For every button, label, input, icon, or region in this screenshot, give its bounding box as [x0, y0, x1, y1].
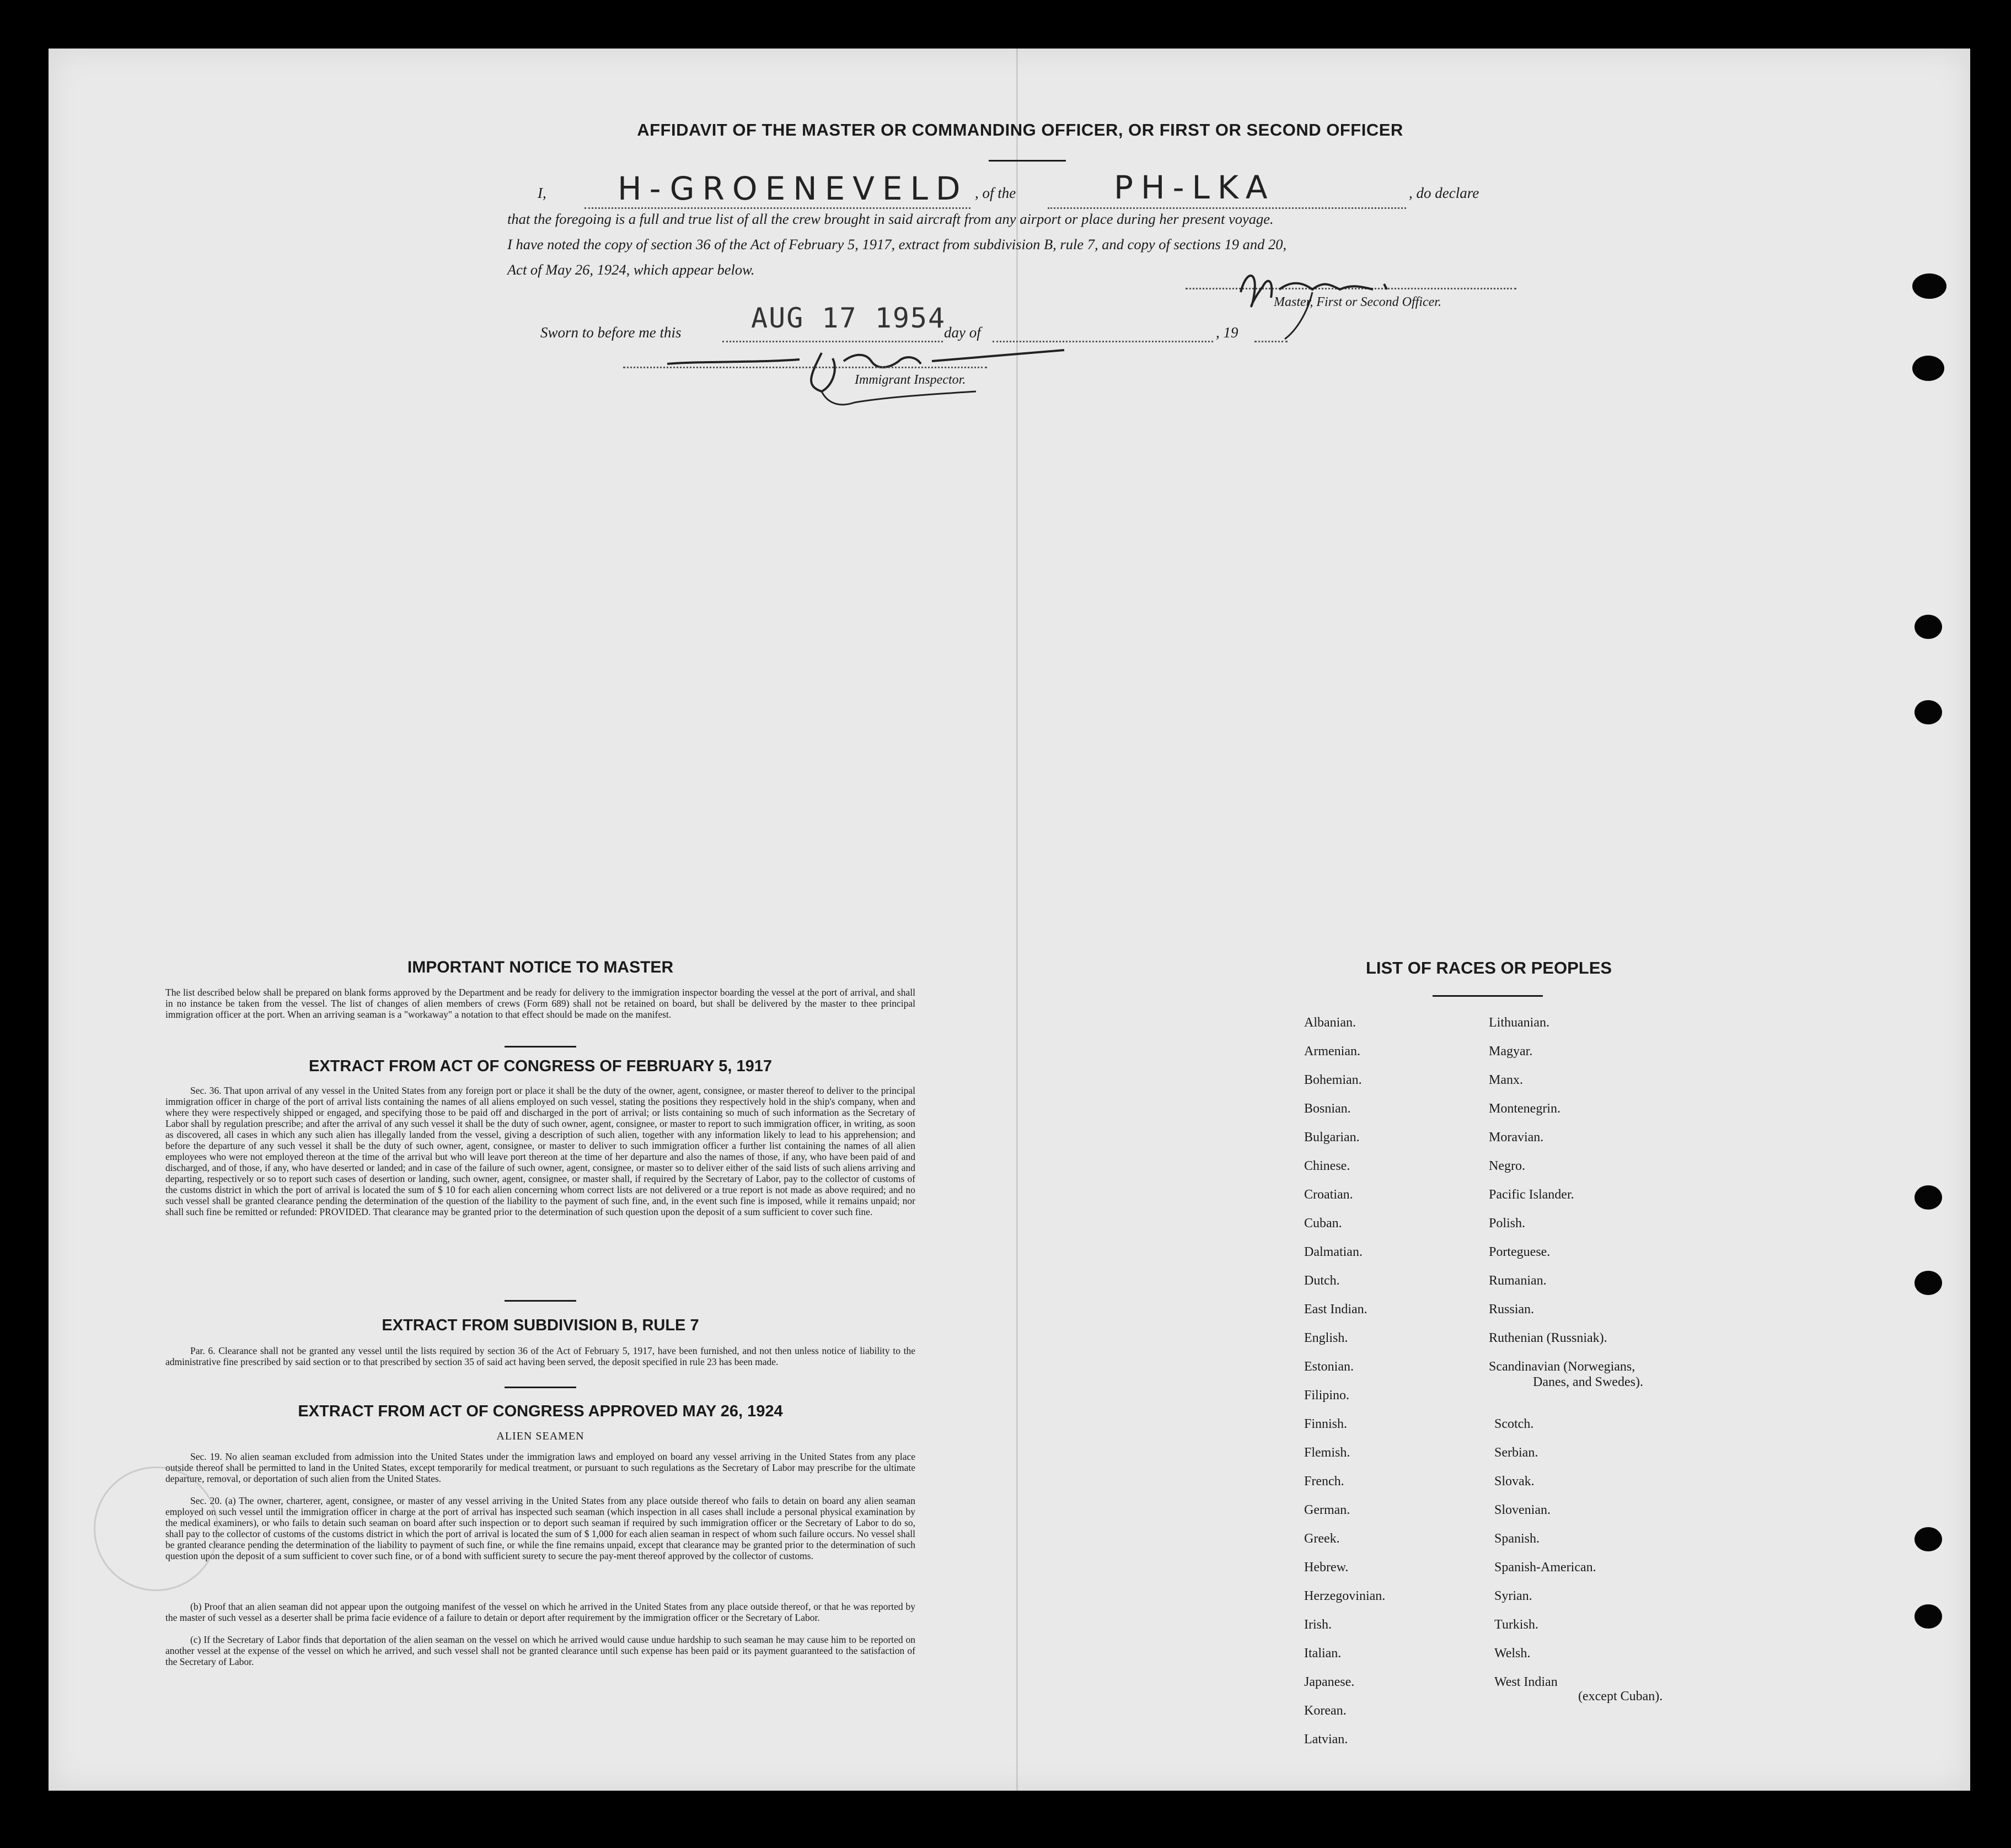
race-item: Bosnian. [1304, 1102, 1351, 1116]
race-item: Herzegovinian. [1304, 1589, 1386, 1603]
race-item-continuation: (except Cuban). [1578, 1689, 1663, 1704]
race-item: Dutch. [1304, 1274, 1340, 1288]
extract-1924-title: EXTRACT FROM ACT OF CONGRESS APPROVED MAY 26, 1924 [298, 1403, 783, 1420]
rule7-title: EXTRACT FROM SUBDIVISION B, RULE 7 [382, 1317, 699, 1334]
punch-hole [1915, 700, 1942, 724]
sec-20a-text: Sec. 20. (a) The owner, charterer, agent, consignee, or master of any vessel arriving in the United States from any place outside thereof who fails to detain on board any alien seaman employed on such vessel until the immigration officer in charge at the port of arrival has inspected such seaman (which inspection in all cases shall include a personal physical examination by the medical examiners), or who fails to detain such seaman on board after such inspection or to deport such seaman if required by such immigration officer or the Secretary of Labor to do so, shall pay to the collector of customs of the customs district in which the port of arrival is located the sum of $ 1,000 for each alien seaman in respect of whom such failure occurs. No vessel shall be granted clearance pending the determination of the liability to payment of such fine, or while the fine remains unpaid, except that clearance may be granted prior to the determination of such question upon the deposit of a sum sufficient to cover such fine, or of a bond with sufficient surety to secure the pay-ment thereof approved by the collector of customs. [165, 1495, 915, 1561]
race-item: Finnish. [1304, 1417, 1348, 1431]
race-item: Italian. [1304, 1646, 1342, 1661]
race-item: Ruthenian (Russniak). [1489, 1331, 1607, 1345]
race-item: Bulgarian. [1304, 1130, 1360, 1145]
race-item: Syrian. [1494, 1589, 1532, 1603]
races-rule [1433, 995, 1543, 997]
day-of-label: day of [944, 324, 981, 341]
race-item: Chinese. [1304, 1159, 1350, 1173]
race-item: Japanese. [1304, 1675, 1355, 1689]
race-item: Pacific Islander. [1489, 1188, 1574, 1202]
race-item: Slovenian. [1494, 1503, 1551, 1517]
race-item: Magyar. [1489, 1044, 1533, 1059]
race-item: German. [1304, 1503, 1350, 1517]
punch-hole [1915, 1604, 1942, 1629]
year-line [1254, 341, 1288, 342]
notice-title: IMPORTANT NOTICE TO MASTER [407, 958, 674, 976]
race-item: Korean. [1304, 1704, 1347, 1718]
declaration-line-4: Act of May 26, 1924, which appear below. [507, 261, 755, 278]
punch-hole [1915, 615, 1942, 639]
race-item: Flemish. [1304, 1446, 1350, 1460]
sec-20c-text: (c) If the Secretary of Labor finds that deportation of the alien seaman on the vessel on which he arrived would cause undue hardship to such seaman he may cause him to be reported on another vessel at the expense of the vessel on which he arrived, and such vessel shall not be granted clearance until such expense has been paid or its payment guaranteed to the satisfaction of the Secretary of Labor. [165, 1634, 915, 1667]
i-label: I, [538, 185, 546, 201]
race-item: Spanish. [1494, 1532, 1540, 1546]
rule7-rule [505, 1387, 576, 1388]
race-item: West Indian [1494, 1675, 1558, 1689]
race-item: Rumanian. [1489, 1274, 1547, 1288]
punch-hole [1915, 1271, 1942, 1295]
race-item: Hebrew. [1304, 1560, 1349, 1575]
race-item: Croatian. [1304, 1188, 1353, 1202]
of-the-label: , of the [975, 185, 1016, 201]
race-item: Lithuanian. [1489, 1016, 1549, 1030]
race-item: Greek. [1304, 1532, 1340, 1546]
race-item: Cuban. [1304, 1216, 1342, 1231]
race-item: Dalmatian. [1304, 1245, 1363, 1259]
race-item: Montenegrin. [1489, 1102, 1560, 1116]
race-item: Russian. [1489, 1302, 1535, 1317]
race-item: Negro. [1489, 1159, 1525, 1173]
extract-1917-rule [505, 1300, 576, 1302]
race-item: Spanish-American. [1494, 1560, 1596, 1575]
race-item: Scotch. [1494, 1417, 1534, 1431]
title-rule [989, 160, 1066, 162]
notice-rule [505, 1046, 576, 1047]
race-item: Albanian. [1304, 1016, 1356, 1030]
extract-1917-title: EXTRACT FROM ACT OF CONGRESS OF FEBRUARY 5, 1917 [308, 1057, 773, 1075]
sec-19-text: Sec. 19. No alien seaman excluded from admission into the United States under the immigration laws and employed on board any vessel arriving in the United States from any place outside thereof shall be permitted to land in the United States, except temporarily for medical treatment, or pursuant to such regulations as the Secretary of Labor may prescribe for the ultimate departure, removal, or deportation of such alien from the United States. [165, 1451, 915, 1484]
vessel-field [1048, 165, 1406, 209]
punch-hole [1912, 356, 1944, 381]
embossed-seal [94, 1466, 218, 1591]
punch-hole [1915, 1527, 1942, 1551]
race-item: French. [1304, 1474, 1344, 1489]
officer-name: H-GROENEVELD [618, 170, 968, 207]
do-declare-label: , do declare [1409, 185, 1479, 201]
inspector-signature [656, 331, 1075, 413]
race-item: Polish. [1489, 1216, 1526, 1231]
punch-hole [1912, 273, 1946, 299]
vessel-id: PH-LKA [1114, 169, 1275, 206]
fold-line [1016, 49, 1018, 1791]
notice-text: The list described below shall be prepared on blank forms approved by the Department and be ready for delivery to the immigration inspector boarding the vessel at the port of arrival, and shall in no instance be taken from the vessel. The list of changes of alien members of crews (Form 689) shall not be retained on board, but shall be delivered by the master to thee principal immigration officer at the port. When an arriving seaman is a "workaway" a notation to that effect should be made on the manifest. [165, 987, 915, 1020]
date-stamp: AUG 17 1954 [751, 302, 946, 334]
race-item: Irish. [1304, 1618, 1332, 1632]
race-item: Estonian. [1304, 1360, 1354, 1374]
race-item: Scandinavian (Norwegians, [1489, 1360, 1635, 1374]
race-item: Slovak. [1494, 1474, 1535, 1489]
race-item: Turkish. [1494, 1618, 1538, 1632]
affidavit-title: AFFIDAVIT OF THE MASTER OR COMMANDING OFFICER, OR FIRST OR SECOND OFFICER [637, 120, 1403, 139]
alien-seamen-subtitle: ALIEN SEAMEN [496, 1430, 584, 1442]
race-item: East Indian. [1304, 1302, 1368, 1317]
races-title: LIST OF RACES OR PEOPLES [1365, 958, 1612, 977]
race-item: Armenian. [1304, 1044, 1360, 1059]
race-item: Serbian. [1494, 1446, 1538, 1460]
inspector-line [623, 367, 987, 368]
master-caption: Master, First or Second Officer. [1274, 295, 1441, 309]
race-item: Porteguese. [1489, 1245, 1551, 1259]
declaration-line-3: I have noted the copy of section 36 of the Act of February 5, 1917, extract from subdivision B, rule 7, and copy of sections 19 and 20, [507, 236, 1287, 253]
sec-20b-text: (b) Proof that an alien seaman did not appear upon the outgoing manifest of the vessel on which he arrived in the United States from any place outside thereof, or that he was reported by the master of such vessel as a deserter shall be prima facie evidence of a failure to detain or deport after requirement by the immigration officer or the Secretary of Labor. [165, 1601, 915, 1623]
punch-hole [1915, 1185, 1942, 1210]
race-item: English. [1304, 1331, 1348, 1345]
race-item-continuation: Danes, and Swedes). [1533, 1375, 1643, 1389]
year-label: , 19 [1216, 324, 1238, 341]
inspector-caption: Immigrant Inspector. [855, 373, 966, 387]
race-item: Bohemian. [1304, 1073, 1362, 1087]
officer-name-field [584, 165, 970, 209]
race-item: Filipino. [1304, 1388, 1350, 1403]
sworn-label: Sworn to before me this [540, 324, 682, 341]
race-item: Manx. [1489, 1073, 1523, 1087]
race-item: Latvian. [1304, 1732, 1348, 1747]
declaration-line-2: that the foregoing is a full and true list of all the crew brought in said aircraft from any airport or place during her present voyage. [507, 211, 1274, 227]
extract-1917-text: Sec. 36. That upon arrival of any vessel in the United States from any foreign port or place it shall be the duty of the owner, agent, consignee, or master thereof to deliver to the principal immigration officer in charge of the port of arrival lists containing the names of all aliens employed on such vessel, stating the positions they respectively hold in the ship's company, when and where they were respectively shipped or engaged, and specifying those to be paid off and discharged in the port of arrival; or lists containing so much of such information as the Secretary of Labor shall by regulation prescribe; and after the arrival of any such vessel it shall be the duty of such owner, agent, consignee, or master to report to such immigration officer, in writing, as soon as discovered, all cases in which any such alien has illegally landed from the vessel, giving a description of such alien, together with any information likely to lead to his apprehension; and before the departure of any such vessel it shall be the duty of such owner, agent, consignee, or master to deliver to such immigration officer a further list containing the names of all alien employees who were not employed thereon at the time of the arrival but who will leave port thereon at the time of her departure and also the names of those, if any, who have been paid of and discharged, and of those, if any, who have deserted or landed; and in case of the failure of such owner, agent, consignee, or master so to deliver either of the said lists of such aliens arriving and departing, respectively or so to report such cases of desertion or landing, such owner, agent, consignee, or master shall, if required by the Secretary of Labor, pay to the collector of customs of the customs district in which the port of arrival is located the sum of $ 10 for each alien concerning whom correct lists are not delivered or a true report is not made as above required; and no such vessel shall be granted clearance pending the determination of the question of the liability to the payment of such fine, and, in the event such fine is imposed, while it remains unpaid; nor shall such fine be remitted or refunded: PROVIDED. That clearance may be granted prior to the determination of such question upon the deposit of a sum sufficient to cover such fine. [165, 1085, 915, 1217]
race-item: Moravian. [1489, 1130, 1544, 1145]
race-item: Welsh. [1494, 1646, 1531, 1661]
rule7-text: Par. 6. Clearance shall not be granted any vessel until the lists required by section 36 of the Act of February 5, 1917, have been furnished, and not then unless notice of liability to the administrative fine prescribed by said section or to that prescribed by section 35 of said act having been served, the deposit specified in rule 23 has been made. [165, 1345, 915, 1367]
